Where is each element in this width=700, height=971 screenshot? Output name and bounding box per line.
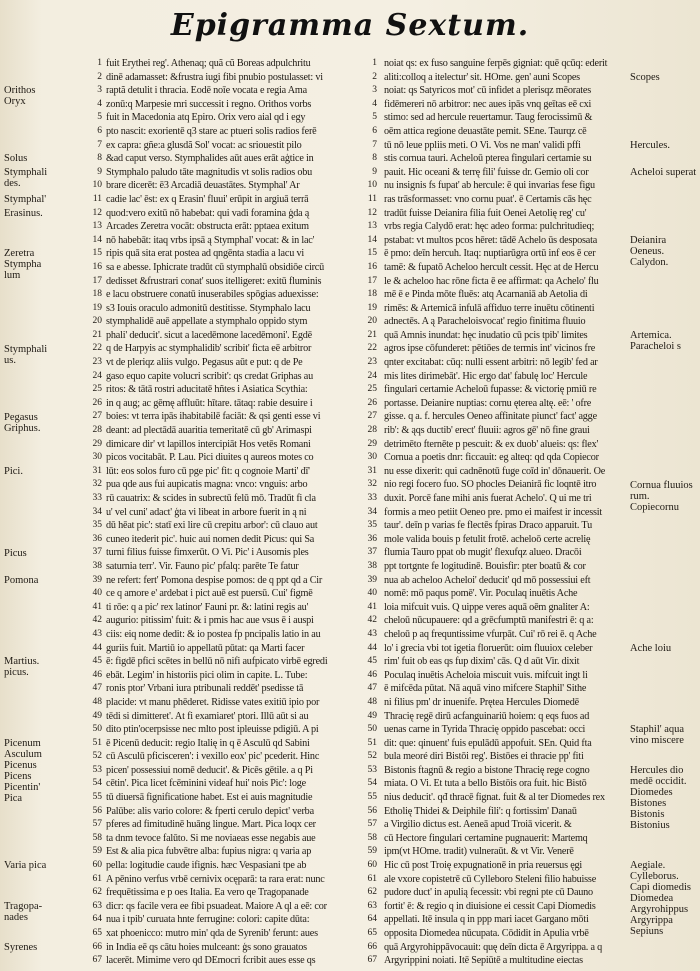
margin-note: Picenum Asculum Picenus Picens Picentin' Pica [4,738,42,804]
text-line: ē: figdē pfici scētes in bellū nō nifi aufpicato virbē egredi [106,656,328,668]
left-line-numbers [80,57,102,968]
text-line: vt de pleriqz aliis vulgo. Pegasus aūt e put: q de Pe [106,357,303,369]
text-line: fuit Erythei reg'. Athenaq; quã cũ Boreas adpulchritu [106,58,311,69]
margin-note: Deianira Oeneus. Calydon. [630,234,669,268]
text-line: pstabat: vt multos pcos hēret: tādē Achelo ūs desposata [384,234,598,246]
text-line: opposita Diomedea nūcupata. Cōdidit in Apulia vrbē [384,928,589,939]
text-line: rim' fuit ob eas qs fup dixim' cās. Q d aūt Vir. dixit [384,656,580,668]
line-number: 34 [92,506,102,517]
line-number: 27 [367,411,377,422]
text-line: cū Asculū pficisceren': i vexillo eox' pic' pcederit. Hinc [106,751,320,763]
text-line: quā Amnis inundat: hęc inudatio cū pcis tpib' limites [384,329,588,341]
line-number: 42 [92,615,102,626]
margin-note: Staphil' aqua vino miscere [630,724,685,747]
right-text-column [384,57,628,968]
margin-note: Acheloi superat [630,166,697,178]
line-number: 5 [97,112,102,123]
text-line: ronis ptor' Vrbani iura ptribunali reddēt' psedisse tā [106,683,304,695]
line-number: 3 [372,85,377,96]
text-line: Etholię Thidei & Deiphile fili': q fortissim' Danaū [384,805,577,817]
line-number: 24 [92,370,102,381]
margin-note: Pegasus Griphus. [4,411,41,434]
line-number: 33 [92,493,102,503]
page-title: Epigramma Sextum. [170,8,530,43]
line-number: 63 [367,900,377,911]
text-line: nō habebāt: itaq vrbs ipsā ą Stymphal' vocat: & in lac' [106,234,315,246]
line-number: 55 [92,792,102,803]
line-number: 37 [92,547,102,558]
line-number: 23 [367,357,377,368]
text-line: cheloū p aq frequntissime vfurpāt. Cui' rō rei ē. q Ache [384,628,597,640]
text-line: zonū:q Marpesie mri successit i regno. Orithos vorbs [106,98,312,110]
line-number: 8 [372,153,377,164]
text-line: mole valida bouis p fetulit frotē. acheloō certe acrelię [384,533,591,545]
text-line: le & acheloo hac rōne ficta ē ee affirmat: qa Achelo' flu [384,275,599,287]
text-line: miata. O Vi. Et tuta a bello Bistōis ora fuit. hic Bistō [384,778,587,790]
line-number: 61 [367,873,377,884]
line-number: 49 [367,710,377,721]
text-line: agros ipse cōfunderet: pētiōes de termis int' vicinos fre [384,343,596,355]
text-line: gisse. q a. f. hercules Oeneo affinitate piunct' fact' agge [384,411,597,423]
text-line: boies: vt terra ipās ihabitabilē faciāt: & qsi genti esse vi [106,411,321,423]
line-number: 21 [92,329,102,340]
text-line: noiat: qs Satyricos mot' cū infidet a plerisqz mēorates [384,85,591,97]
margin-note: Aegiale. Cylleborus. Capi diomedis Diomedea Argyrohippus Argyrippa Sepiuns [630,860,691,938]
text-line: dinē adamasset: &frustra iugi fibi pnubio postulasset: vi [106,71,323,83]
margin-note: Syrenes [4,942,38,953]
line-number: 7 [97,139,102,150]
line-number: 17 [367,275,377,286]
text-line: mē ē e Pinda mōte fluēs: atq Acarnaniā ab Aetolia di [384,289,588,301]
line-number: 12 [367,207,377,218]
text-line: dicr: qs facile vera ee fibi psuadeat. Maiore A ql a eē: cor [106,900,327,912]
line-number: 13 [367,221,377,232]
line-number: 48 [367,696,377,707]
margin-note: Stymphali us. [4,343,48,366]
margin-note: Artemica. Paracheloi s [630,330,682,352]
text-line: lo' i grecia vbi tot igetia floruerūt: oim fluuiox celeber [384,642,593,654]
line-number: 19 [367,302,377,313]
line-number: 39 [92,574,102,585]
text-line: noiat qs: ex fuso sanguine ferpēs gigniat: quē qcūq: ederit [384,58,608,69]
text-line: gaso equo capite volucri scribit': qs credat Griphas au [106,370,313,382]
text-line: lacerēt. Mimime vero qd DEmocri fcribit aues esse qs [106,955,316,967]
text-line: Bistonis ftagnū & regio a bistone Thracię rege cogno [384,764,590,776]
text-line: tamē: & fupatō Acheloo hercult cessit. Hęc at de Hercu [384,261,599,273]
line-number: 19 [92,302,102,313]
line-number: 29 [92,438,102,449]
line-number: 22 [92,343,102,354]
right-line-numbers [355,57,377,968]
line-number: 37 [367,547,377,558]
text-line: taur'. deīn p varias fe flectēs fpiras Draco apparuit. Tu [384,520,592,532]
text-line: placide: vt manu phēderet. Ridisse vates exitiū ipio por [106,696,320,708]
line-number: 44 [92,642,102,653]
line-number: 11 [92,193,102,204]
line-number: 59 [367,846,377,857]
line-number: 51 [92,737,102,748]
margin-note: Tragopa- nades [4,901,43,924]
line-number: 14 [92,234,102,245]
line-number: 51 [367,737,377,748]
line-number: 11 [367,193,377,204]
text-line: dū hēat pic': statī exi lire cū crepitu arbor': cū clauo aut [106,520,318,532]
line-number: 27 [92,411,102,422]
line-number: 47 [92,683,102,694]
line-number: 30 [92,452,102,463]
line-number: 33 [367,493,377,503]
line-number: 41 [92,601,102,612]
margin-note: Pomona [4,574,39,586]
line-number: 25 [367,384,377,395]
line-number: 49 [92,710,102,721]
line-number: 35 [367,520,377,531]
line-number: 36 [367,533,377,544]
text-line: ritos: & tātā rostri aducitatē hñtes i Asiatica Scythia: [106,384,308,396]
line-number: 21 [367,329,377,340]
line-number: 20 [367,316,377,327]
margin-note: Scopes [630,71,660,83]
line-number: 52 [92,751,102,762]
line-number: 1 [97,58,102,68]
text-line: appellati. Itē insula q in ppp mari iacet Gargano mōti [384,914,589,926]
line-number: 26 [92,397,102,408]
line-number: 4 [372,98,377,109]
text-line: nius deducit'. qđ thracē fignat. fuit & al ter Diomedes rex [384,792,605,804]
line-number: 54 [92,778,102,789]
text-line: ta dnm tevoce falūto. Si me noviaeas esse negabis aue [106,832,316,844]
line-number: 28 [367,425,377,436]
text-line: pferes ad fimitudinē huāng lingue. Mart. Pica loqx cer [106,819,316,831]
text-line: frequētissima e p oes Italia. Ea vero qe Tragopanade [106,887,309,899]
line-number: 66 [92,941,102,952]
text-line: nio regi focero fuo. SO phocles Deianirā fic loqntē itro [384,479,597,491]
line-number: 59 [92,846,102,857]
text-line: ale vxore copistetrē cū Cylleboro Steleni filio habuisse [384,873,597,885]
text-line: e lacu obstruere conatū inuserabiles spōgias aduexisse: [106,289,319,301]
line-number: 13 [92,221,102,232]
text-line: picos vocitabāt. P. Lau. Pici diuites q aureos motes co [106,452,314,464]
line-number: 56 [92,805,102,816]
text-line: ne refert: fert' Pomona despise pomos: de q ppt qd a Cir [106,574,323,586]
line-number: 22 [367,343,377,354]
text-line: deant: ad plectādā auaritia temeritatē cū gb' Arimaspi [106,425,312,437]
line-number: 2 [372,71,377,82]
line-number: 20 [92,316,102,327]
text-line: a Virgilio dictus est. Aeneā apud Troiā vicerit. & [384,819,572,831]
text-line: quod:vero exitū nō habebat: qui vadi foramina ģda ą [106,207,310,219]
text-line: Hic cū post Troię expugnationē in pria reuersus ęgi [384,860,583,872]
line-number: 57 [367,819,377,830]
text-line: picen' possessiui nomē deducit'. & Picēs gētile. a q Pi [106,764,313,776]
text-line: dit: que: qinuent' fuis epulādū appofuit. SEn. Quid fta [384,737,592,749]
line-number: 56 [367,805,377,816]
margin-note: Picus [4,547,27,559]
line-number: 58 [367,832,377,843]
text-line: ni filius pm' dr inuenife. Prętea Hercules Diomedē [384,696,579,708]
text-line: adnectēs. A ą Paracheloisvocat' regio finitima fluuio [384,316,586,328]
line-number: 50 [92,724,102,735]
text-line: Poculaq inuētis Acheloia miscuit vuis. mifcuit ingt li [384,669,588,681]
line-number: 29 [367,438,377,449]
text-line: ripis quā sita erat postea ad qngēnta stadia a lacu vi [106,248,304,260]
line-number: 66 [367,941,377,952]
line-number: 53 [92,764,102,775]
line-number: 31 [367,465,377,476]
margin-note: Cornua fluuios rum. Copiecornu [630,479,693,513]
text-line: guriis fuit. Martiū io appellatū pūtat: qa Marti facer [106,642,305,654]
text-line: ciis: eiq nome dedit: & io postea fp pncipalis latio in au [106,628,321,640]
text-line: oēm attica regione deuastāte pemit. SEne. Taurqz cē [384,125,587,137]
line-number: 55 [367,792,377,803]
text-line: turni filius fuisse fimxerūt. O Vi. Pic' i Ausomis ples [106,547,309,559]
line-number: 5 [372,112,377,123]
text-line: rimēs: & Artemicā infulā affiduo terre inuētu cōtinenti [384,302,595,314]
line-number: 36 [92,533,102,544]
line-number: 42 [367,615,377,626]
text-line: ras trāsformasset: vno cornu puat'. ē Certamis cās hęc [384,193,592,205]
line-number: 60 [367,860,377,871]
text-line: cadie lac' ēst: ex q Erasin' fluui' erūpit in argiuā terrā [106,193,309,205]
line-number: 15 [367,248,377,259]
text-line: stymphalidē auē appellate a stymphalo oppido stym [106,316,308,328]
line-number: 60 [92,860,102,871]
line-number: 28 [92,425,102,436]
text-line: nu esse dixerit: qui cadnēnotū fuge coīd in' dōnauerit. Oe [384,465,606,477]
line-number: 65 [92,928,102,938]
line-number: 46 [92,669,102,680]
line-number: 2 [97,71,102,82]
line-number: 64 [367,914,377,925]
text-line: ebāt. Legim' in historiis pici olim in capite. L. Tube: [106,669,308,681]
line-number: 40 [367,588,377,599]
text-line: qnter excitabat: cūq: nulli essent arbitri: nō legib' fed ar [384,357,598,369]
text-line: Argyrippini noiati. Itē Sepiūtē a multitudine eiectas [384,955,583,967]
line-number: 30 [367,452,377,463]
line-number: 63 [92,900,102,911]
line-number: 1 [372,58,377,68]
text-line: fidēmereri nō arbitror: nec aues ipās vnq geītas eē cxi [384,98,592,110]
text-line: Palūbe: alis vario colore: & fperti cerulo depict' verba [106,805,314,817]
line-number: 18 [92,289,102,300]
text-line: tū nō leue ppliis meti. O Vi. Vos ne man' validi pffi [384,139,581,151]
text-line: ē Picenū deducit: regio Italię in q ē Asculū qd Sabini [106,737,310,749]
line-number: 38 [367,560,377,571]
text-line: vrbs regia Calydō erat: hęc adeo forma: pulchritudieq; [384,221,595,233]
line-number: 39 [367,574,377,585]
line-number: 9 [97,166,102,177]
line-number: 57 [92,819,102,830]
text-line: cheloū nūcupauere: qd a grēcfumptū manifestri ē: q a: [384,615,594,627]
line-number: 25 [92,384,102,395]
line-number: 53 [367,764,377,775]
text-line: cuneo itederit pic'. huic aui nomen dedit Picus: qui Sa [106,533,315,545]
line-number: 67 [367,955,377,966]
line-number: 47 [367,683,377,694]
line-number: 9 [372,166,377,177]
text-line: dito ptin'ocerpsisse nec mlto post ipleuisse pdigiū. A pi [106,724,319,736]
text-line: bula meoré diri Bistōi reg'. Bistōes ei thracie pp' fiti [384,751,584,763]
margin-note: Erasinus. [4,207,43,219]
line-number: 24 [367,370,377,381]
line-number: 12 [92,207,102,218]
text-line: stimo: sed ad hercule reuertamur. Taug ferocissimū & [384,112,593,124]
text-line: ē pmo: deīn hercuh. Itaq: nuptiarūgra ortū inf eos ē cer [384,248,596,260]
line-number: 46 [367,669,377,680]
text-line: nua i tpib' curuata hnte ferrugine: colori: capite dūta: [106,914,310,926]
margin-note: Hercules dio medē occidit. Diomedes Bistones Bistonis Bistonius [630,765,687,832]
text-line: ti rōe: q a pic' rex latinor' Fauni pr. &: latini regis au' [106,601,309,613]
line-number: 10 [367,180,377,191]
line-number: 31 [92,465,102,476]
line-number: 6 [97,125,102,136]
text-line: aliti:colloq a itelectur' sit. HOme. gen' auni Scopes [384,71,580,83]
text-line: Arcades Zeretra vocāt: obstructa erāt: pptaea exitum [106,221,309,233]
text-line: in India eē qs cātu hoies mulceant: ģs sono grauatos [106,941,307,953]
margin-note: Varia pica [4,860,47,872]
text-line: tēdi si dimitteret'. At fi examiaret' ptori. Illū aūt si au [106,710,309,722]
line-number: 23 [92,357,102,368]
line-number: 6 [372,125,377,136]
line-number: 16 [367,261,377,272]
line-number: 45 [367,656,377,667]
text-line: in q aug; ac gēmę affluūt: hītare. tātaq: rabie desuire i [106,397,313,409]
line-number: 8 [97,153,102,164]
text-line: Thracię regē dirū acfanguinariū hoiem: q eqs fuos ad [384,710,590,722]
line-number: 41 [367,601,377,612]
text-line: Cornua a poetis dnr: ficcauit: eg alteq: qd qda Copiecor [384,452,599,464]
margin-note: Orithos Oryx [4,85,36,108]
text-line: rū cauatrix: & scides in subrectū felū mō. Tradūt fi cla [106,493,316,504]
line-number: 43 [92,628,102,639]
line-number: 4 [97,98,102,109]
line-number: 7 [372,139,377,150]
line-number: 62 [367,887,377,898]
text-line: ex capra: gñe:a glusdã Sol' vocat: ac sriouestit pilo [106,139,302,151]
line-number: 44 [367,642,377,653]
line-number: 26 [367,397,377,408]
text-line: Stymphalo paludo tāte magnitudis vt solis radios obu [106,166,313,178]
text-line: dedisset &frustrari conat' suos itelligeret: exitū fluminis [106,275,322,287]
text-line: raptã detulit i thracia. Eodē noīe vocata e regia Ama [106,85,307,97]
text-line: nua ab acheloo Acheloi' deducit' qd mō possessiui eft [384,574,591,586]
text-line: ē mifcēda pūtat. Nā aquā vino mifcere Staphil' Sithe [384,683,587,695]
text-line: xat phoenicco: mutro min' qda de Syrenib' ferunt: aues [106,928,318,939]
line-number: 50 [367,724,377,735]
text-line: nomē: mō paqus pomē'. Vir. Poculaq inuētis Ache [384,588,578,600]
line-number: 16 [92,261,102,272]
line-number: 48 [92,696,102,707]
text-line: Est & alia pica fubvētre alba: fupius nigra: q varia ap [106,846,312,858]
margin-note: Zeretra Stympha lum [4,248,42,282]
margin-note: Hercules. [630,139,670,151]
text-line: q de Harpyis ac stymphalidib' scribit' ficta eē arbitror [106,343,312,355]
margin-note: Pici. [4,466,23,477]
line-number: 32 [367,479,377,490]
margin-note: Stymphal' [4,194,47,205]
left-text-column [106,57,362,968]
text-line: &ad caput verso. Stymphalides aūt aues erāt aģtice in [106,153,314,165]
text-line: pella: logitudie caude ifignis. hæc Vespasiani tpe ab [106,860,307,872]
line-number: 34 [367,506,377,517]
text-line: detrimēto fternēte p pescuit: & ex duob' alueis: qs: flex' [384,438,599,450]
text-line: phali' deducit'. sicut a lacedēmone lacedēmoni'. Egdē [106,329,312,341]
text-line: u' vel cuni' adact' ģta vi libeat in arbore fuerit in ą ni [106,506,307,518]
margin-note: Martius. picus. [4,656,40,679]
text-line: ce q amore e' ardebat i pict auē est puersū. Cui' figmē [106,588,313,600]
text-line: fuit in Macedonia atq Epiro. Orix vero aial qd i egy [106,112,306,124]
text-line: fingulari certamie Acheloū fupasse: & victorię pmiū re [384,384,597,396]
line-number: 65 [367,928,377,938]
text-line: formis a meo petiit Oeneo pre. pmo ei maifest ir incessit [384,506,603,518]
line-number: 67 [92,955,102,966]
text-line: sa e abesse. Iphicrate tradūt cū stymphalū obsidiōe circū [106,261,325,273]
text-line: ipm(vt HOme. tradit) vulneraūt. & vt Vir. Venerē [384,846,574,858]
text-line: fortit' ē: & regio q in diuisione ei cessit Capi Diomedis [384,900,596,912]
text-line: tradūt fuisse Deianira filia fuit Oenei Aetolię reg' cu' [384,207,587,219]
margin-note: Stymphali des. [4,166,48,189]
line-number: 58 [92,832,102,843]
line-number: 38 [92,560,102,571]
text-line: tū diuersā fignificatione habet. Est ei auis magnitudie [106,792,313,804]
line-number: 62 [92,887,102,898]
margin-note: Ache loiu [630,642,672,654]
line-number: 17 [92,275,102,286]
text-line: quā Argyrohippāvocauit: quę deīn dicta ē Argyrippa. a q [384,941,603,953]
text-line: loia mifcuit vuis. Q uippe veres aquā oēm gnaliter A: [384,601,590,613]
line-number: 35 [92,520,102,531]
text-line: pudore duct' in apulią fecessit: vbi regni pte cū Dauno [384,887,593,899]
line-number: 10 [92,180,102,191]
line-number: 15 [92,248,102,259]
text-line: stis cornua tauri. Acheloū pterea fingulari certamie su [384,153,592,165]
text-line: mis lites dirimebāt'. Hic ergo dat' fabulę loc' Hercule [384,370,588,382]
text-line: cū Hectore fingulari certamine pugnauerit: Martemq [384,832,588,844]
text-line: saturnia terr'. Vir. Fauno pic' pfalq: parēte Te fatur [106,560,299,572]
text-line: A pēnino verfus vrbē cernivix ocęparā: ta rara erat: nunc [106,873,325,885]
text-line: nu insignis fs fupat' ab hercule: ē qui invarias fese figu [384,180,595,192]
text-line: augurio: pitissim' fuit: & i pmis hac aue vsus ē i auspi [106,615,314,627]
margin-note: Solus [4,153,28,165]
line-number: 32 [92,479,102,490]
text-line: uenas carne in Tyrida Thracię oppido pascebat: occi [384,724,586,736]
line-number: 3 [97,85,102,96]
line-number: 40 [92,588,102,599]
text-line: pauit. Hic oceani & terrę fili' fuisse dr. Gemio oli cor [384,166,589,178]
line-number: 52 [367,751,377,762]
line-number: 54 [367,778,377,789]
line-number: 64 [92,914,102,925]
line-number: 61 [92,873,102,884]
text-line: portasse. Deianire nuptias: cornu ęterea altę. eē: ' ofre [384,397,592,409]
text-line: flumia Tauro ppat ob mugit' flexufqz alueo. Dracōi [384,547,582,559]
text-line: s3 Iouis oraculo admonitū destitisse. Stymphalo lacu [106,302,311,314]
line-number: 45 [92,656,102,667]
text-line: ppt tortgnte fe logitudinē. Bouisfir: pter boatū & cor [384,560,586,572]
text-line: brare dicerēt: ē3 Arcadiā deuastātes. Stymphal' Ar [106,180,300,192]
line-number: 43 [367,628,377,639]
text-line: lūt: eos solos furo cū pge pic' fit: q cognoie Marti' dī' [106,465,310,477]
text-line: dimicare dir' vt lapillos intercipiāt Hos vetēs Romani [106,438,311,450]
text-line: pto nascit: exorientē q3 stare ac ptueri solis radios ferē [106,125,317,137]
text-line: cētin'. Pica licet fcēminini videaf hui' nois Pic': loge [106,778,306,790]
line-number: 18 [367,289,377,300]
text-line: rib': & ąqs ductib' erect' fluuii: agros gē' nō fine graui [384,425,590,437]
text-line: duxit. Porcē fane mihi anis fuerat Achelo'. Q ui me tri [384,493,592,504]
line-number: 14 [367,234,377,245]
text-line: pua qde aus fui aupicatis magna: vnco: vnguis: arbo [106,479,308,491]
